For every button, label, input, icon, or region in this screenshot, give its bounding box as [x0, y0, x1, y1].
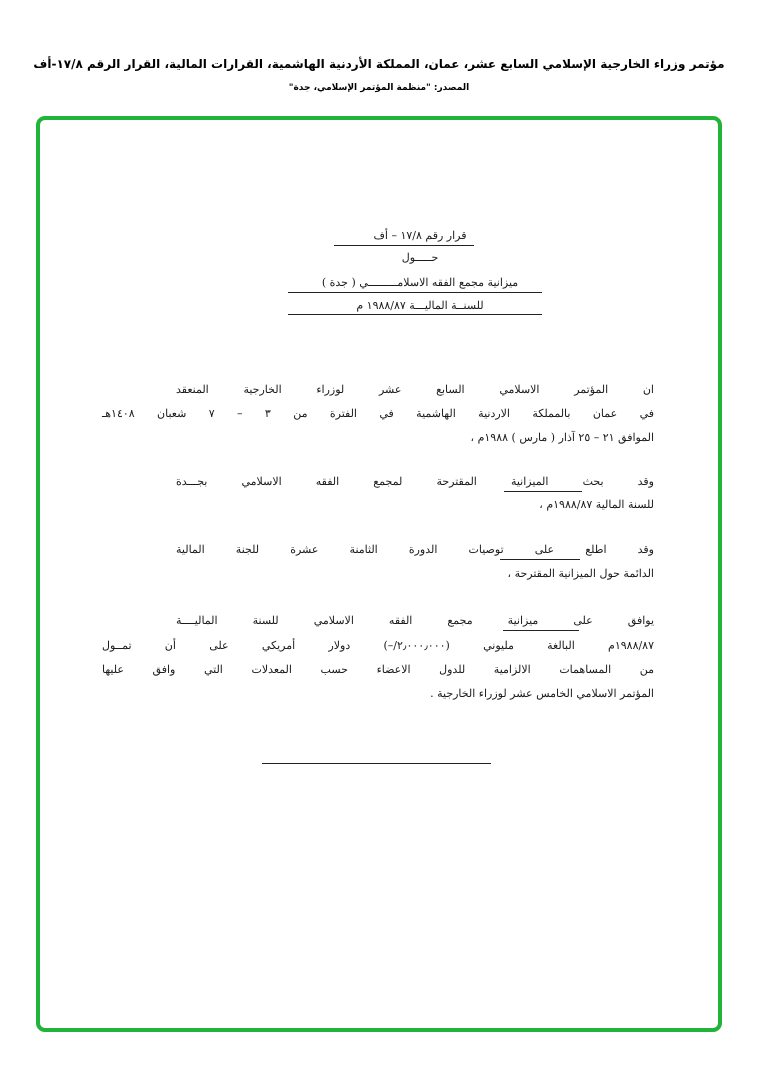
document-source-line: المصدر: "منظمة المؤتمر الإسلامي، جدة": [288, 83, 470, 93]
document-header-title: مؤتمر وزراء الخارجية الإسلامي السابع عشر، عمان، المملكة الأردنية الهاشمية، القرارات المالية، القرار الرقم ١٧/٨-أف: [33, 57, 725, 71]
reviewed-line-1: وقد اطلع على توصيات الدورة الثامنة عشرة للجنة المالية: [176, 543, 654, 556]
resolution-fiscal-year-underline: [288, 314, 542, 315]
resolution-number: قرار رقم ١٧/٨ – أف: [373, 229, 467, 242]
resolution-fiscal-year: للسنــة الماليـــة ١٩٨٨/٨٧ م: [356, 299, 484, 312]
considering-line-2: للسنة المالية ١٩٨٨/٨٧م ،: [539, 498, 654, 511]
document-end-rule: [262, 763, 491, 764]
approves-line-2: ١٩٨٨/٨٧م البالغة مليوني (٢٫٠٠٠٫٠٠٠/–) دولار أمريكي على أن تمــول: [102, 639, 654, 652]
resolution-subject: ميزانية مجمع الفقه الاسلامـــــــــي ( جدة ): [321, 276, 519, 289]
approves-line-4: المؤتمر الاسلامي الخامس عشر لوزراء الخارجية .: [430, 687, 654, 700]
preamble-line-3: الموافق ٢١ – ٢٥ آذار ( مارس ) ١٩٨٨م ،: [470, 431, 654, 444]
resolution-subject-underline: [288, 292, 542, 293]
considering-line-1: وقد بحث الميزانية المقترحة لمجمع الفقه الاسلامي بجـــدة: [176, 475, 654, 488]
resolution-number-underline: [334, 245, 474, 246]
approves-keyword-underline: [503, 630, 579, 631]
reviewed-line-2: الدائمة حول الميزانية المقترحة ،: [507, 567, 654, 580]
approves-line-1: يوافق على ميزانية مجمع الفقه الاسلامي للسنة الماليــــة: [176, 614, 654, 627]
resolution-about-label: حـــــول: [401, 251, 439, 264]
preamble-line-1: ان المؤتمر الاسلامي السابع عشر لوزراء الخارجية المنعقد: [176, 383, 654, 396]
reviewed-keyword-underline: [500, 559, 580, 560]
considering-keyword-underline: [504, 491, 582, 492]
preamble-line-2: في عمان بالمملكة الاردنية الهاشمية في الفترة من ٣ – ٧ شعبان ١٤٠٨هـ: [102, 407, 655, 420]
approves-line-3: من المساهمات الالزامية للدول الاعضاء حسب المعدلات التي وافق عليها: [102, 663, 654, 676]
